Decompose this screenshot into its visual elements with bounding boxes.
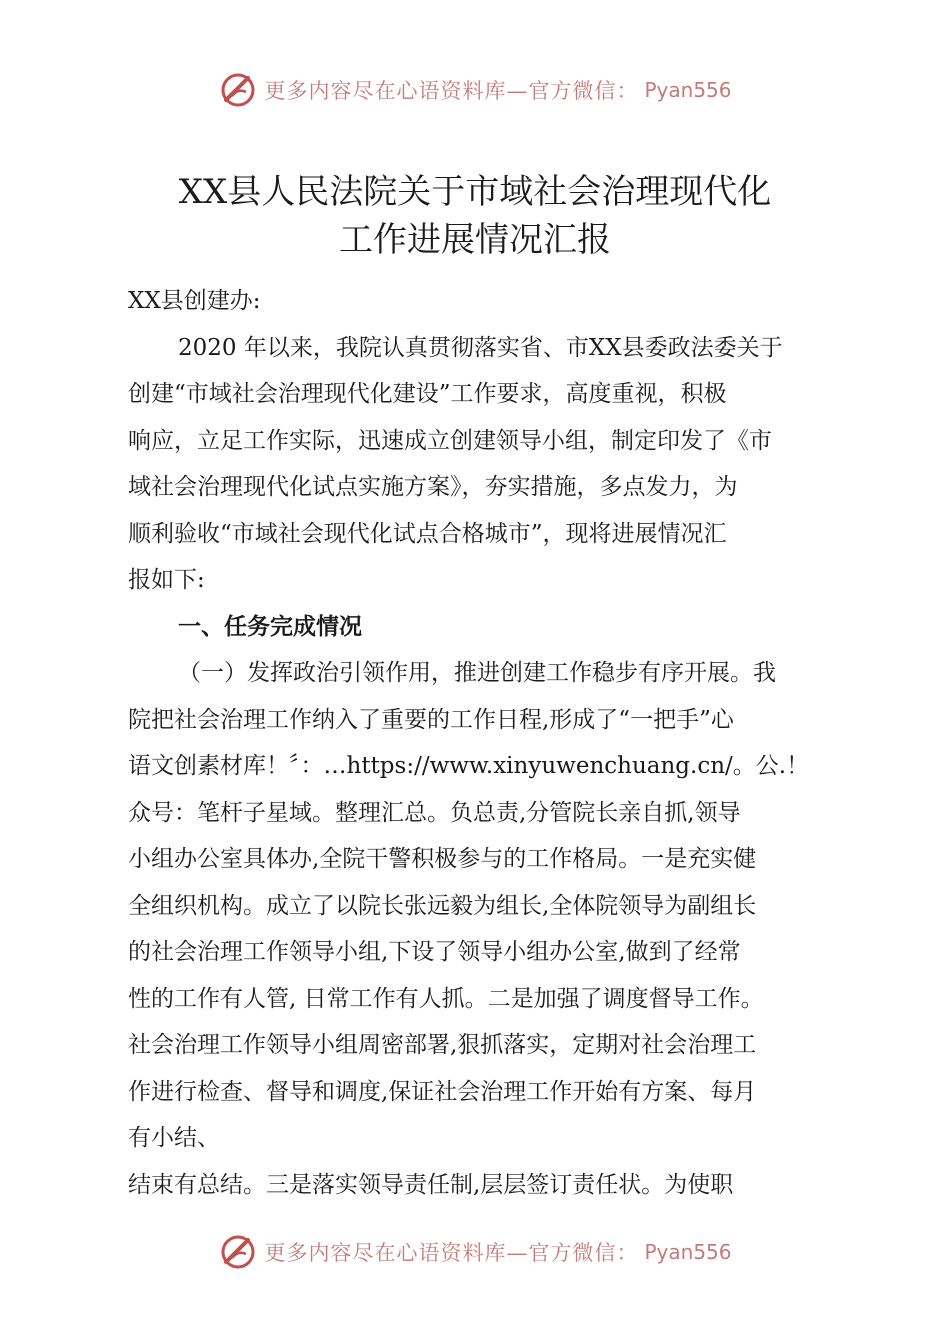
paragraph-line: 众号：笔杆子星域。整理汇总。负总责,分管院长亲自抓,领导	[128, 799, 741, 826]
footer-watermark	[0, 1232, 950, 1272]
brush-logo-icon	[218, 1232, 258, 1272]
paragraph-line: 的社会治理工作领导小组,下设了领导小组办公室,做到了经常	[128, 939, 741, 965]
header-watermark-wechat: Pyan556	[644, 78, 732, 102]
document-title	[0, 168, 950, 264]
footer-watermark-wechat: Pyan556	[644, 1240, 732, 1264]
paragraph-line: 语文创素材库！〞：…https://www.xinyuwenchuang.cn/。公.！	[128, 753, 810, 779]
title-line-2: 工作进展情况汇报	[339, 220, 611, 260]
document-body	[128, 278, 838, 1208]
paragraph-line: 域社会治理现代化试点实施方案》，夯实措施，多点发力，为	[128, 474, 738, 500]
paragraph-line: 性的工作有人管, 日常工作有人抓。二是加强了调度督导工作。	[128, 985, 764, 1012]
title-line-1: XX县人民法院关于市域社会治理现代化	[178, 172, 772, 212]
paragraph-line: 作进行检查、督导和调度,保证社会治理工作开始有方案、每月	[128, 1078, 757, 1105]
paragraph-line: 报如下:	[128, 567, 205, 593]
paragraph-line: 2020 年以来，我院认真贯彻落实省、市XX县委政法委关于	[178, 334, 783, 361]
paragraph-line: 院把社会治理工作纳入了重要的工作日程,形成了“一把手”心	[128, 706, 734, 733]
paragraph-line: 创建“市域社会治理现代化建设”工作要求，高度重视，积极	[128, 381, 727, 407]
paragraph-line: 有小结、	[128, 1125, 220, 1151]
header-watermark	[0, 70, 950, 110]
header-watermark-text: 更多内容尽在心语资料库—官方微信：	[264, 79, 639, 103]
brush-logo-icon	[218, 70, 258, 110]
paragraph-line: 顺利验收“市域社会现代化试点合格城市”，现将进展情况汇	[128, 520, 727, 547]
paragraph-line: 小组办公室具体办,全院干警积极参与的工作格局。一是充实健	[128, 846, 757, 872]
paragraph-line: 结束有总结。三是落实领导责任制,层层签订责任状。为使职	[128, 1171, 734, 1198]
paragraph-line: （一）发挥政治引领作用，推进创建工作稳步有序开展。我	[178, 660, 776, 686]
salutation: XX县创建办:	[128, 288, 261, 314]
footer-watermark-text: 更多内容尽在心语资料库—官方微信：	[264, 1241, 639, 1265]
section-heading: 一、任务完成情况	[178, 613, 362, 640]
paragraph-line: 响应，立足工作实际，迅速成立创建领导小组，制定印发了《市	[128, 427, 772, 454]
paragraph-line: 全组织机构。成立了以院长张远毅为组长,全体院领导为副组长	[128, 892, 757, 919]
paragraph-line: 社会治理工作领导小组周密部署,狠抓落实，定期对社会治理工	[128, 1032, 757, 1058]
